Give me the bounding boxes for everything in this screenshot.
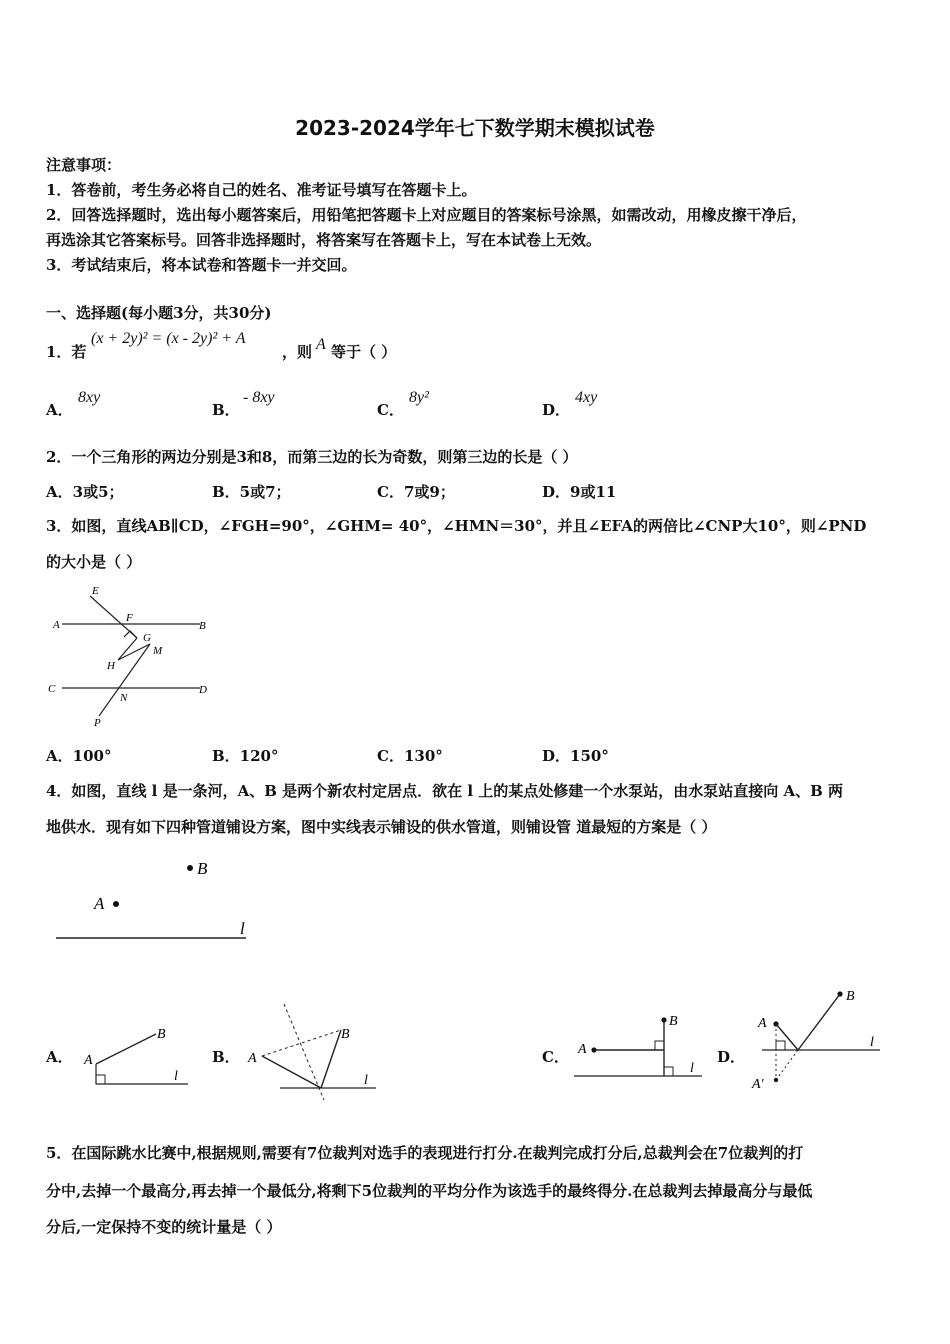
q2-option-b: B．5或7； <box>212 483 291 501</box>
label-d: D <box>199 684 207 696</box>
label-l: l <box>364 1073 368 1088</box>
label-b: B <box>157 1027 166 1042</box>
q1-option-c-label: C． <box>377 401 404 419</box>
q5-line1: 5．在国际跳水比赛中,根据规则,需要有7位裁判对选手的表现进行打分.在裁判完成打分后,总裁判会在7位裁判的打 <box>46 1144 804 1162</box>
q2-stem: 2．一个三角形的两边分别是3和8，而第三边的长为奇数，则第三边的长是（ ） <box>46 448 578 466</box>
label-l: l <box>690 1061 694 1076</box>
label-a: A <box>578 1042 587 1057</box>
label-b: B <box>199 620 206 632</box>
notice-item-2-cont: 再选涂其它答案标号。回答非选择题时，将答案写在答题卡上，写在本试卷上无效。 <box>46 231 602 249</box>
label-n: N <box>120 692 128 704</box>
q1-option-b-value: - 8xy <box>243 389 275 406</box>
q3-option-b: B．120° <box>212 747 279 765</box>
label-a: A <box>84 1053 93 1068</box>
right-angle-mark <box>776 1041 785 1050</box>
point-b <box>187 865 193 871</box>
notice-item-3: 3．考试结束后，将本试卷和答题卡一并交回。 <box>46 256 357 274</box>
q1-var: A <box>316 336 326 353</box>
label-g: G <box>143 632 151 644</box>
q3-figure <box>40 580 230 730</box>
label-h: H <box>107 660 115 672</box>
label-m: M <box>153 645 163 657</box>
label-b: B <box>669 1014 678 1029</box>
q1-option-b-label: B． <box>212 401 240 419</box>
notice-item-1: 1．答卷前，考生务必将自己的姓名、准考证号填写在答题卡上。 <box>46 181 477 199</box>
q1-option-d-value: 4xy <box>575 389 598 406</box>
right-angle-mark-1 <box>655 1041 664 1050</box>
label-b: B <box>197 859 208 878</box>
q3-stem-line2: 的大小是（ ） <box>46 553 142 571</box>
label-e: E <box>92 585 99 597</box>
q4-option-a-label: A． <box>46 1048 73 1066</box>
label-b: B <box>846 989 855 1004</box>
q1-suffix: ，则 <box>282 343 313 361</box>
q1-tail: 等于（ ） <box>331 343 397 361</box>
label-a: A <box>53 619 60 631</box>
point-a <box>113 901 119 907</box>
q4-option-a-figure <box>76 1020 191 1090</box>
q4-option-c-figure <box>572 1006 712 1082</box>
point-a-prime <box>774 1078 778 1082</box>
q4-option-d-label: D． <box>717 1048 746 1066</box>
q1-prefix: 1．若 <box>46 343 87 361</box>
q3-option-a: A．100° <box>46 747 112 765</box>
q2-option-d: D．9或11 <box>542 483 617 501</box>
right-angle-mark <box>96 1075 105 1084</box>
segment-ab <box>96 1034 156 1064</box>
segment-mp <box>99 644 150 716</box>
notice-item-2: 2．回答选择题时，选出每小题答案后，用铅笔把答题卡上对应题目的答案标号涂黑，如需改动，用橡皮擦干净后， <box>46 206 807 224</box>
label-l: l <box>240 919 245 938</box>
label-f: F <box>126 612 133 624</box>
q2-option-c: C．7或9； <box>377 483 455 501</box>
q5-line3: 分后,一定保持不变的统计量是（ ） <box>46 1218 282 1236</box>
q1-option-a-value: 8xy <box>78 389 101 406</box>
segment-gh <box>118 638 137 660</box>
label-a-prime: A' <box>752 1077 764 1092</box>
notice-heading: 注意事项： <box>46 156 122 174</box>
segment-p-b <box>321 1030 341 1088</box>
label-a: A <box>248 1051 257 1066</box>
q1-option-c-value: 8y² <box>409 389 429 406</box>
exam-title: 2023-2024学年七下数学期末模拟试卷 <box>295 116 655 140</box>
label-b: B <box>341 1027 350 1042</box>
label-a: A <box>758 1016 767 1031</box>
label-p: P <box>94 717 101 729</box>
q1-formula: (x + 2y)² = (x - 2y)² + A <box>91 330 246 347</box>
segment-p-b <box>798 994 840 1050</box>
q4-stem-line1: 4．如图，直线 l 是一条河，A、B 是两个新农村定居点．欲在 l 上的某点处修建一个水泵站，由水泵站直接向 A、B 两 <box>46 782 844 800</box>
label-l: l <box>174 1069 178 1084</box>
q4-option-b-label: B． <box>212 1048 240 1066</box>
label-l: l <box>870 1035 874 1050</box>
q1-option-d-label: D． <box>542 401 571 419</box>
q4-option-b-figure <box>240 998 385 1102</box>
label-c: C <box>48 683 56 695</box>
section-heading: 一、选择题(每小题3分，共30分) <box>46 304 272 322</box>
q2-option-a: A．3或5； <box>46 483 124 501</box>
q4-option-c-label: C． <box>542 1048 569 1066</box>
q3-option-d: D．150° <box>542 747 609 765</box>
q4-stem-line2: 地供水．现有如下四种管道铺设方案，图中实线表示铺设的供水管道，则铺设管 道最短的方案是（ ） <box>46 818 717 836</box>
dashed-a-prime-p <box>776 1050 798 1080</box>
q3-stem-line1: 3．如图，直线AB∥CD，∠FGH=90°，∠GHM= 40°，∠HMN＝30°，并且∠EFA的两倍比∠CNP大10°，则∠PND <box>46 517 867 535</box>
label-a: A <box>94 894 105 913</box>
q3-option-c: C．130° <box>377 747 443 765</box>
q4-option-d-figure <box>748 982 900 1098</box>
q4-main-figure <box>50 850 260 950</box>
segment-a-p <box>776 1024 798 1050</box>
q1-option-a-label: A． <box>46 401 73 419</box>
right-angle-mark-2 <box>664 1067 673 1076</box>
dashed-ab <box>262 1030 341 1056</box>
q5-line2: 分中,去掉一个最高分,再去掉一个最低分,将剩下5位裁判的平均分作为该选手的最终得分.在总裁判去掉最高分与最低 <box>46 1182 813 1200</box>
segment-hm <box>118 644 150 660</box>
